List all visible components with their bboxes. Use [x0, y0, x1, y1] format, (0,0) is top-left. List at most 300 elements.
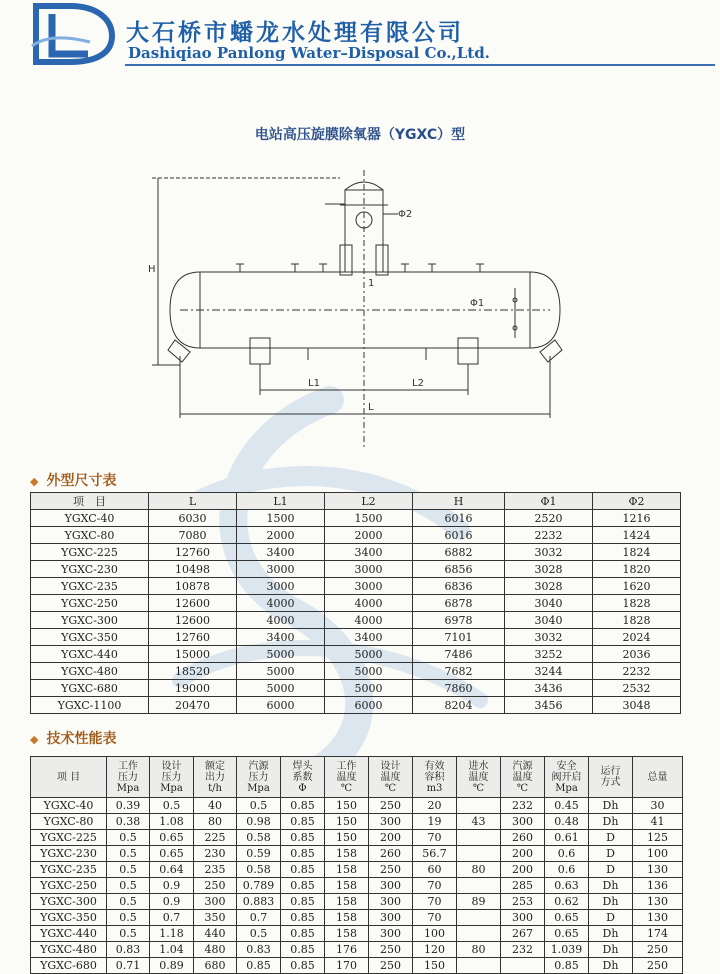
dimensions-cell: 7101 [413, 629, 505, 646]
performance-cell [457, 830, 501, 846]
performance-cell: 235 [194, 862, 237, 878]
dimensions-cell: YGXC-680 [31, 680, 149, 697]
performance-cell: 20 [413, 798, 457, 814]
drawing-label-phi2: Φ2 [398, 209, 413, 220]
performance-cell: 300 [194, 894, 237, 910]
performance-cell: Dh [589, 798, 633, 814]
document-title: 电站高压旋膜除氧器（YGXC）型 [254, 127, 466, 143]
performance-cell: 0.85 [237, 958, 281, 974]
dimensions-header-cell: L1 [237, 493, 325, 510]
table-row [31, 646, 681, 663]
performance-cell: 70 [413, 878, 457, 894]
dimensions-cell: 7486 [413, 646, 505, 663]
performance-cell: 0.5 [150, 798, 194, 814]
dimensions-cell: 2532 [593, 680, 681, 697]
performance-cell: 0.65 [150, 846, 194, 862]
performance-cell: D [589, 910, 633, 926]
table-row [31, 846, 683, 862]
table-row [31, 663, 681, 680]
performance-cell: 0.9 [150, 878, 194, 894]
performance-cell: 130 [633, 862, 683, 878]
performance-cell: 0.85 [281, 862, 325, 878]
table-row [31, 830, 683, 846]
performance-cell: YGXC-230 [31, 846, 107, 862]
performance-cell: 0.85 [281, 958, 325, 974]
performance-cell: 0.71 [107, 958, 150, 974]
dimensions-header-cell: 项 目 [31, 493, 149, 510]
dimensions-header-cell: L2 [325, 493, 413, 510]
dimensions-cell: 5000 [237, 646, 325, 663]
dimensions-header-cell: H [413, 493, 505, 510]
table-row [31, 862, 683, 878]
dimensions-cell: 3028 [505, 578, 593, 595]
dimensions-cell: 6856 [413, 561, 505, 578]
dimensions-header-cell: Φ2 [593, 493, 681, 510]
dimensions-cell: 2024 [593, 629, 681, 646]
performance-cell: 176 [325, 942, 369, 958]
performance-section-title [30, 728, 116, 748]
dimensions-cell: YGXC-80 [31, 527, 149, 544]
performance-cell: 0.85 [281, 878, 325, 894]
performance-cell: 250 [633, 942, 683, 958]
performance-cell: 285 [501, 878, 545, 894]
dimensions-cell: 7080 [149, 527, 237, 544]
performance-cell: 0.83 [237, 942, 281, 958]
performance-cell: 0.6 [545, 846, 589, 862]
performance-cell: 250 [369, 958, 413, 974]
dimensions-cell: 1820 [593, 561, 681, 578]
dimensions-cell: 8204 [413, 697, 505, 714]
performance-cell: 0.6 [545, 862, 589, 878]
performance-cell: 0.5 [237, 926, 281, 942]
dimensions-header-row [31, 493, 681, 510]
performance-cell: 158 [325, 846, 369, 862]
letterhead [0, 0, 720, 70]
performance-header-cell: 工作 温度 ℃ [325, 757, 369, 798]
performance-cell: 0.65 [545, 910, 589, 926]
performance-header-cell: 汽源 压力 Mpa [237, 757, 281, 798]
dimensions-cell: 6016 [413, 527, 505, 544]
table-row [31, 578, 681, 595]
performance-cell: 158 [325, 862, 369, 878]
performance-header-cell: 进水 温度 ℃ [457, 757, 501, 798]
performance-cell: 0.83 [107, 942, 150, 958]
performance-cell: 80 [457, 942, 501, 958]
drawing-label-1: 1 [368, 278, 375, 289]
dimensions-cell: YGXC-300 [31, 612, 149, 629]
dimensions-cell: 6878 [413, 595, 505, 612]
performance-cell: 300 [501, 814, 545, 830]
performance-cell: 0.5 [107, 878, 150, 894]
performance-cell: 120 [413, 942, 457, 958]
table-row [31, 878, 683, 894]
dimensions-cell: 6000 [237, 697, 325, 714]
performance-cell: Dh [589, 878, 633, 894]
performance-cell: 0.85 [281, 830, 325, 846]
dimensions-cell: 2036 [593, 646, 681, 663]
table-row [31, 910, 683, 926]
dimensions-cell: 12600 [149, 595, 237, 612]
performance-cell: 0.98 [237, 814, 281, 830]
performance-cell [457, 798, 501, 814]
performance-cell: 41 [633, 814, 683, 830]
dimensions-cell: 3400 [237, 544, 325, 561]
performance-header-cell: 设计 温度 ℃ [369, 757, 413, 798]
dimensions-cell: 3400 [325, 544, 413, 561]
dimensions-cell: 2520 [505, 510, 593, 527]
dimensions-cell: 1828 [593, 612, 681, 629]
performance-header-cell: 运行 方式 [589, 757, 633, 798]
performance-cell: 40 [194, 798, 237, 814]
table-row [31, 798, 683, 814]
dimensions-cell: 3000 [237, 561, 325, 578]
performance-cell: 225 [194, 830, 237, 846]
dimensions-cell: 5000 [237, 663, 325, 680]
performance-cell: 0.39 [107, 798, 150, 814]
performance-cell: YGXC-40 [31, 798, 107, 814]
dimensions-cell: 6016 [413, 510, 505, 527]
performance-cell: 0.59 [237, 846, 281, 862]
performance-cell: 250 [369, 942, 413, 958]
performance-cell: 0.85 [281, 846, 325, 862]
performance-cell: 0.85 [545, 958, 589, 974]
performance-cell: 232 [501, 942, 545, 958]
performance-cell: 200 [501, 862, 545, 878]
dimensions-cell: 3032 [505, 629, 593, 646]
drawing-label-l: L [368, 402, 374, 413]
performance-cell: 80 [194, 814, 237, 830]
performance-header-cell: 安全 阀开启 Mpa [545, 757, 589, 798]
performance-cell: 158 [325, 910, 369, 926]
performance-header-cell: 汽源 温度 ℃ [501, 757, 545, 798]
performance-cell: 200 [501, 846, 545, 862]
performance-cell: YGXC-300 [31, 894, 107, 910]
drawing-label-phi1: Φ1 [470, 298, 485, 309]
performance-cell: 150 [325, 830, 369, 846]
performance-cell: Dh [589, 958, 633, 974]
performance-cell: D [589, 862, 633, 878]
performance-cell: D [589, 830, 633, 846]
table-row [31, 680, 681, 697]
performance-cell: 250 [194, 878, 237, 894]
performance-cell: 0.883 [237, 894, 281, 910]
dimensions-cell: 20470 [149, 697, 237, 714]
table-row [31, 814, 683, 830]
performance-cell: 260 [369, 846, 413, 862]
performance-cell: YGXC-250 [31, 878, 107, 894]
dimensions-cell: YGXC-1100 [31, 697, 149, 714]
performance-cell: 100 [633, 846, 683, 862]
performance-cell: 70 [413, 894, 457, 910]
performance-cell: 0.61 [545, 830, 589, 846]
performance-cell: 60 [413, 862, 457, 878]
dimensions-cell: 3400 [325, 629, 413, 646]
performance-cell: 56.7 [413, 846, 457, 862]
performance-cell: 250 [369, 862, 413, 878]
performance-cell [457, 878, 501, 894]
performance-cell: 174 [633, 926, 683, 942]
performance-cell: YGXC-480 [31, 942, 107, 958]
performance-cell: 0.7 [237, 910, 281, 926]
dimensions-cell: 12600 [149, 612, 237, 629]
performance-cell: 0.5 [107, 846, 150, 862]
performance-cell: 253 [501, 894, 545, 910]
performance-cell: 440 [194, 926, 237, 942]
performance-cell: 0.38 [107, 814, 150, 830]
dimensions-cell: 3436 [505, 680, 593, 697]
performance-cell: 130 [633, 894, 683, 910]
performance-cell: 70 [413, 830, 457, 846]
dimensions-cell: YGXC-40 [31, 510, 149, 527]
performance-cell: Dh [589, 942, 633, 958]
performance-cell: 0.65 [545, 926, 589, 942]
performance-cell: 0.9 [150, 894, 194, 910]
dimensions-cell: YGXC-480 [31, 663, 149, 680]
performance-header-cell: 焊头 系数 Φ [281, 757, 325, 798]
dimensions-cell: 1500 [325, 510, 413, 527]
performance-header-cell: 工作 压力 Mpa [107, 757, 150, 798]
dimensions-cell: 2000 [325, 527, 413, 544]
company-name-cn: 大石桥市蟠龙水处理有限公司 [126, 20, 464, 46]
performance-cell: 0.63 [545, 878, 589, 894]
performance-cell: 0.58 [237, 862, 281, 878]
dimensions-cell: YGXC-440 [31, 646, 149, 663]
dimensions-cell: 3048 [593, 697, 681, 714]
dimensions-cell: 1824 [593, 544, 681, 561]
dimensions-cell: 4000 [237, 612, 325, 629]
performance-cell: Dh [589, 926, 633, 942]
dimensions-cell: 5000 [237, 680, 325, 697]
dimensions-cell: 3040 [505, 595, 593, 612]
performance-cell: 0.5 [107, 910, 150, 926]
performance-cell: 0.45 [545, 798, 589, 814]
dimensions-cell: 3456 [505, 697, 593, 714]
dimensions-cell: 7860 [413, 680, 505, 697]
dimensions-cell: 12760 [149, 629, 237, 646]
dimensions-cell: 3028 [505, 561, 593, 578]
performance-cell: 0.85 [281, 942, 325, 958]
dimensions-cell: 2000 [237, 527, 325, 544]
table-row [31, 561, 681, 578]
dimensions-cell: 1828 [593, 595, 681, 612]
performance-cell: 0.85 [281, 798, 325, 814]
dimensions-cell: 1500 [237, 510, 325, 527]
dimensions-cell: YGXC-350 [31, 629, 149, 646]
header-rule [125, 64, 715, 66]
performance-header-cell: 总量 [633, 757, 683, 798]
performance-cell: 300 [369, 910, 413, 926]
performance-header-cell: 项 目 [31, 757, 107, 798]
table-row [31, 612, 681, 629]
performance-cell: YGXC-80 [31, 814, 107, 830]
dimensions-header-cell: Φ1 [505, 493, 593, 510]
performance-cell: 0.48 [545, 814, 589, 830]
performance-cell [457, 926, 501, 942]
performance-cell [457, 910, 501, 926]
performance-cell: YGXC-440 [31, 926, 107, 942]
dimensions-cell: 10878 [149, 578, 237, 595]
performance-cell: 150 [325, 814, 369, 830]
dimensions-cell: 3252 [505, 646, 593, 663]
performance-cell: 0.85 [281, 894, 325, 910]
performance-cell: 0.789 [237, 878, 281, 894]
performance-cell: 130 [633, 910, 683, 926]
dimensions-cell: 12760 [149, 544, 237, 561]
table-row [31, 629, 681, 646]
dimensions-cell: 5000 [325, 663, 413, 680]
performance-cell: 0.5 [107, 862, 150, 878]
company-logo [30, 2, 120, 66]
performance-cell: 0.85 [281, 814, 325, 830]
performance-cell: 158 [325, 878, 369, 894]
performance-cell: 136 [633, 878, 683, 894]
performance-cell: 0.85 [281, 910, 325, 926]
performance-cell: Dh [589, 894, 633, 910]
performance-cell: 125 [633, 830, 683, 846]
dimensions-cell: 1216 [593, 510, 681, 527]
dimensions-cell: 5000 [325, 680, 413, 697]
dimensions-cell: 6000 [325, 697, 413, 714]
dimensions-cell: 7682 [413, 663, 505, 680]
performance-cell: 0.85 [281, 926, 325, 942]
performance-cell: 260 [501, 830, 545, 846]
performance-cell: 480 [194, 942, 237, 958]
performance-header-cell: 有效 容积 m3 [413, 757, 457, 798]
performance-cell: 1.18 [150, 926, 194, 942]
dimensions-cell: YGXC-230 [31, 561, 149, 578]
performance-cell: 158 [325, 894, 369, 910]
performance-cell: 80 [457, 862, 501, 878]
dimensions-cell: 18520 [149, 663, 237, 680]
deaerator-drawing [140, 160, 580, 460]
dimensions-cell: 3244 [505, 663, 593, 680]
dimensions-cell: 3000 [325, 578, 413, 595]
performance-cell: 300 [501, 910, 545, 926]
dimensions-cell: 3000 [325, 561, 413, 578]
diamond-icon: ◆ [30, 733, 39, 746]
dimensions-cell: 2232 [593, 663, 681, 680]
performance-cell: YGXC-225 [31, 830, 107, 846]
dimensions-cell: YGXC-225 [31, 544, 149, 561]
drawing-label-h: H [148, 264, 156, 275]
dimensions-cell: 6882 [413, 544, 505, 561]
performance-cell: 1.04 [150, 942, 194, 958]
performance-cell: 300 [369, 814, 413, 830]
performance-cell: YGXC-680 [31, 958, 107, 974]
performance-cell: 267 [501, 926, 545, 942]
performance-cell: 1.08 [150, 814, 194, 830]
performance-cell: 70 [413, 910, 457, 926]
performance-cell: 0.65 [150, 830, 194, 846]
performance-header-row [31, 757, 683, 798]
table-row [31, 926, 683, 942]
performance-title-text: 技术性能表 [46, 731, 117, 747]
performance-cell: 350 [194, 910, 237, 926]
table-row [31, 697, 681, 714]
performance-cell: 0.89 [150, 958, 194, 974]
performance-cell: 0.5 [107, 830, 150, 846]
performance-cell: 300 [369, 878, 413, 894]
dimensions-table [30, 492, 681, 714]
table-row [31, 894, 683, 910]
performance-cell: 250 [369, 798, 413, 814]
performance-cell: 170 [325, 958, 369, 974]
dimensions-cell: YGXC-235 [31, 578, 149, 595]
dimensions-cell: 6836 [413, 578, 505, 595]
performance-cell [457, 846, 501, 862]
performance-cell: 1.039 [545, 942, 589, 958]
dimensions-cell: 1620 [593, 578, 681, 595]
performance-cell: 0.58 [237, 830, 281, 846]
dimensions-cell: YGXC-250 [31, 595, 149, 612]
performance-cell: 158 [325, 926, 369, 942]
dimensions-cell: 6030 [149, 510, 237, 527]
performance-cell: 250 [633, 958, 683, 974]
dimensions-cell: 10498 [149, 561, 237, 578]
performance-cell: 0.62 [545, 894, 589, 910]
performance-cell: 100 [413, 926, 457, 942]
drawing-label-l2: L2 [412, 378, 424, 389]
dimensions-cell: 19000 [149, 680, 237, 697]
performance-cell: 300 [369, 926, 413, 942]
performance-cell: 0.5 [237, 798, 281, 814]
table-row [31, 595, 681, 612]
dimensions-cell: 5000 [325, 646, 413, 663]
performance-cell: 300 [369, 894, 413, 910]
dimensions-cell: 4000 [237, 595, 325, 612]
dimensions-cell: 3040 [505, 612, 593, 629]
performance-cell: 232 [501, 798, 545, 814]
dimensions-section-title [30, 470, 116, 490]
performance-cell: 0.5 [107, 894, 150, 910]
performance-cell: 89 [457, 894, 501, 910]
dimensions-cell: 2232 [505, 527, 593, 544]
performance-cell: YGXC-235 [31, 862, 107, 878]
table-row [31, 942, 683, 958]
performance-cell: 19 [413, 814, 457, 830]
table-row [31, 544, 681, 561]
dimensions-cell: 1424 [593, 527, 681, 544]
performance-cell: YGXC-350 [31, 910, 107, 926]
performance-header-cell: 设计 压力 Mpa [150, 757, 194, 798]
performance-cell: 0.64 [150, 862, 194, 878]
diamond-icon: ◆ [30, 475, 39, 488]
performance-cell: 0.7 [150, 910, 194, 926]
dimensions-cell: 3000 [237, 578, 325, 595]
dimensions-title-text: 外型尺寸表 [46, 473, 117, 489]
performance-cell: 30 [633, 798, 683, 814]
dimensions-cell: 3032 [505, 544, 593, 561]
performance-cell: 150 [325, 798, 369, 814]
company-name-en: Dashiqiao Panlong Water–Disposal Co.,Ltd. [128, 44, 490, 62]
performance-cell: 200 [369, 830, 413, 846]
performance-cell: D [589, 846, 633, 862]
performance-cell: 0.5 [107, 926, 150, 942]
performance-cell: 230 [194, 846, 237, 862]
dimensions-cell: 4000 [325, 612, 413, 629]
performance-cell: 680 [194, 958, 237, 974]
dimensions-header-cell: L [149, 493, 237, 510]
performance-cell: 150 [413, 958, 457, 974]
dimensions-cell: 3400 [237, 629, 325, 646]
dimensions-cell: 6978 [413, 612, 505, 629]
performance-cell: Dh [589, 814, 633, 830]
dimensions-cell: 15000 [149, 646, 237, 663]
performance-table [30, 756, 683, 974]
table-row [31, 527, 681, 544]
performance-cell: 43 [457, 814, 501, 830]
performance-header-cell: 额定 出力 t/h [194, 757, 237, 798]
